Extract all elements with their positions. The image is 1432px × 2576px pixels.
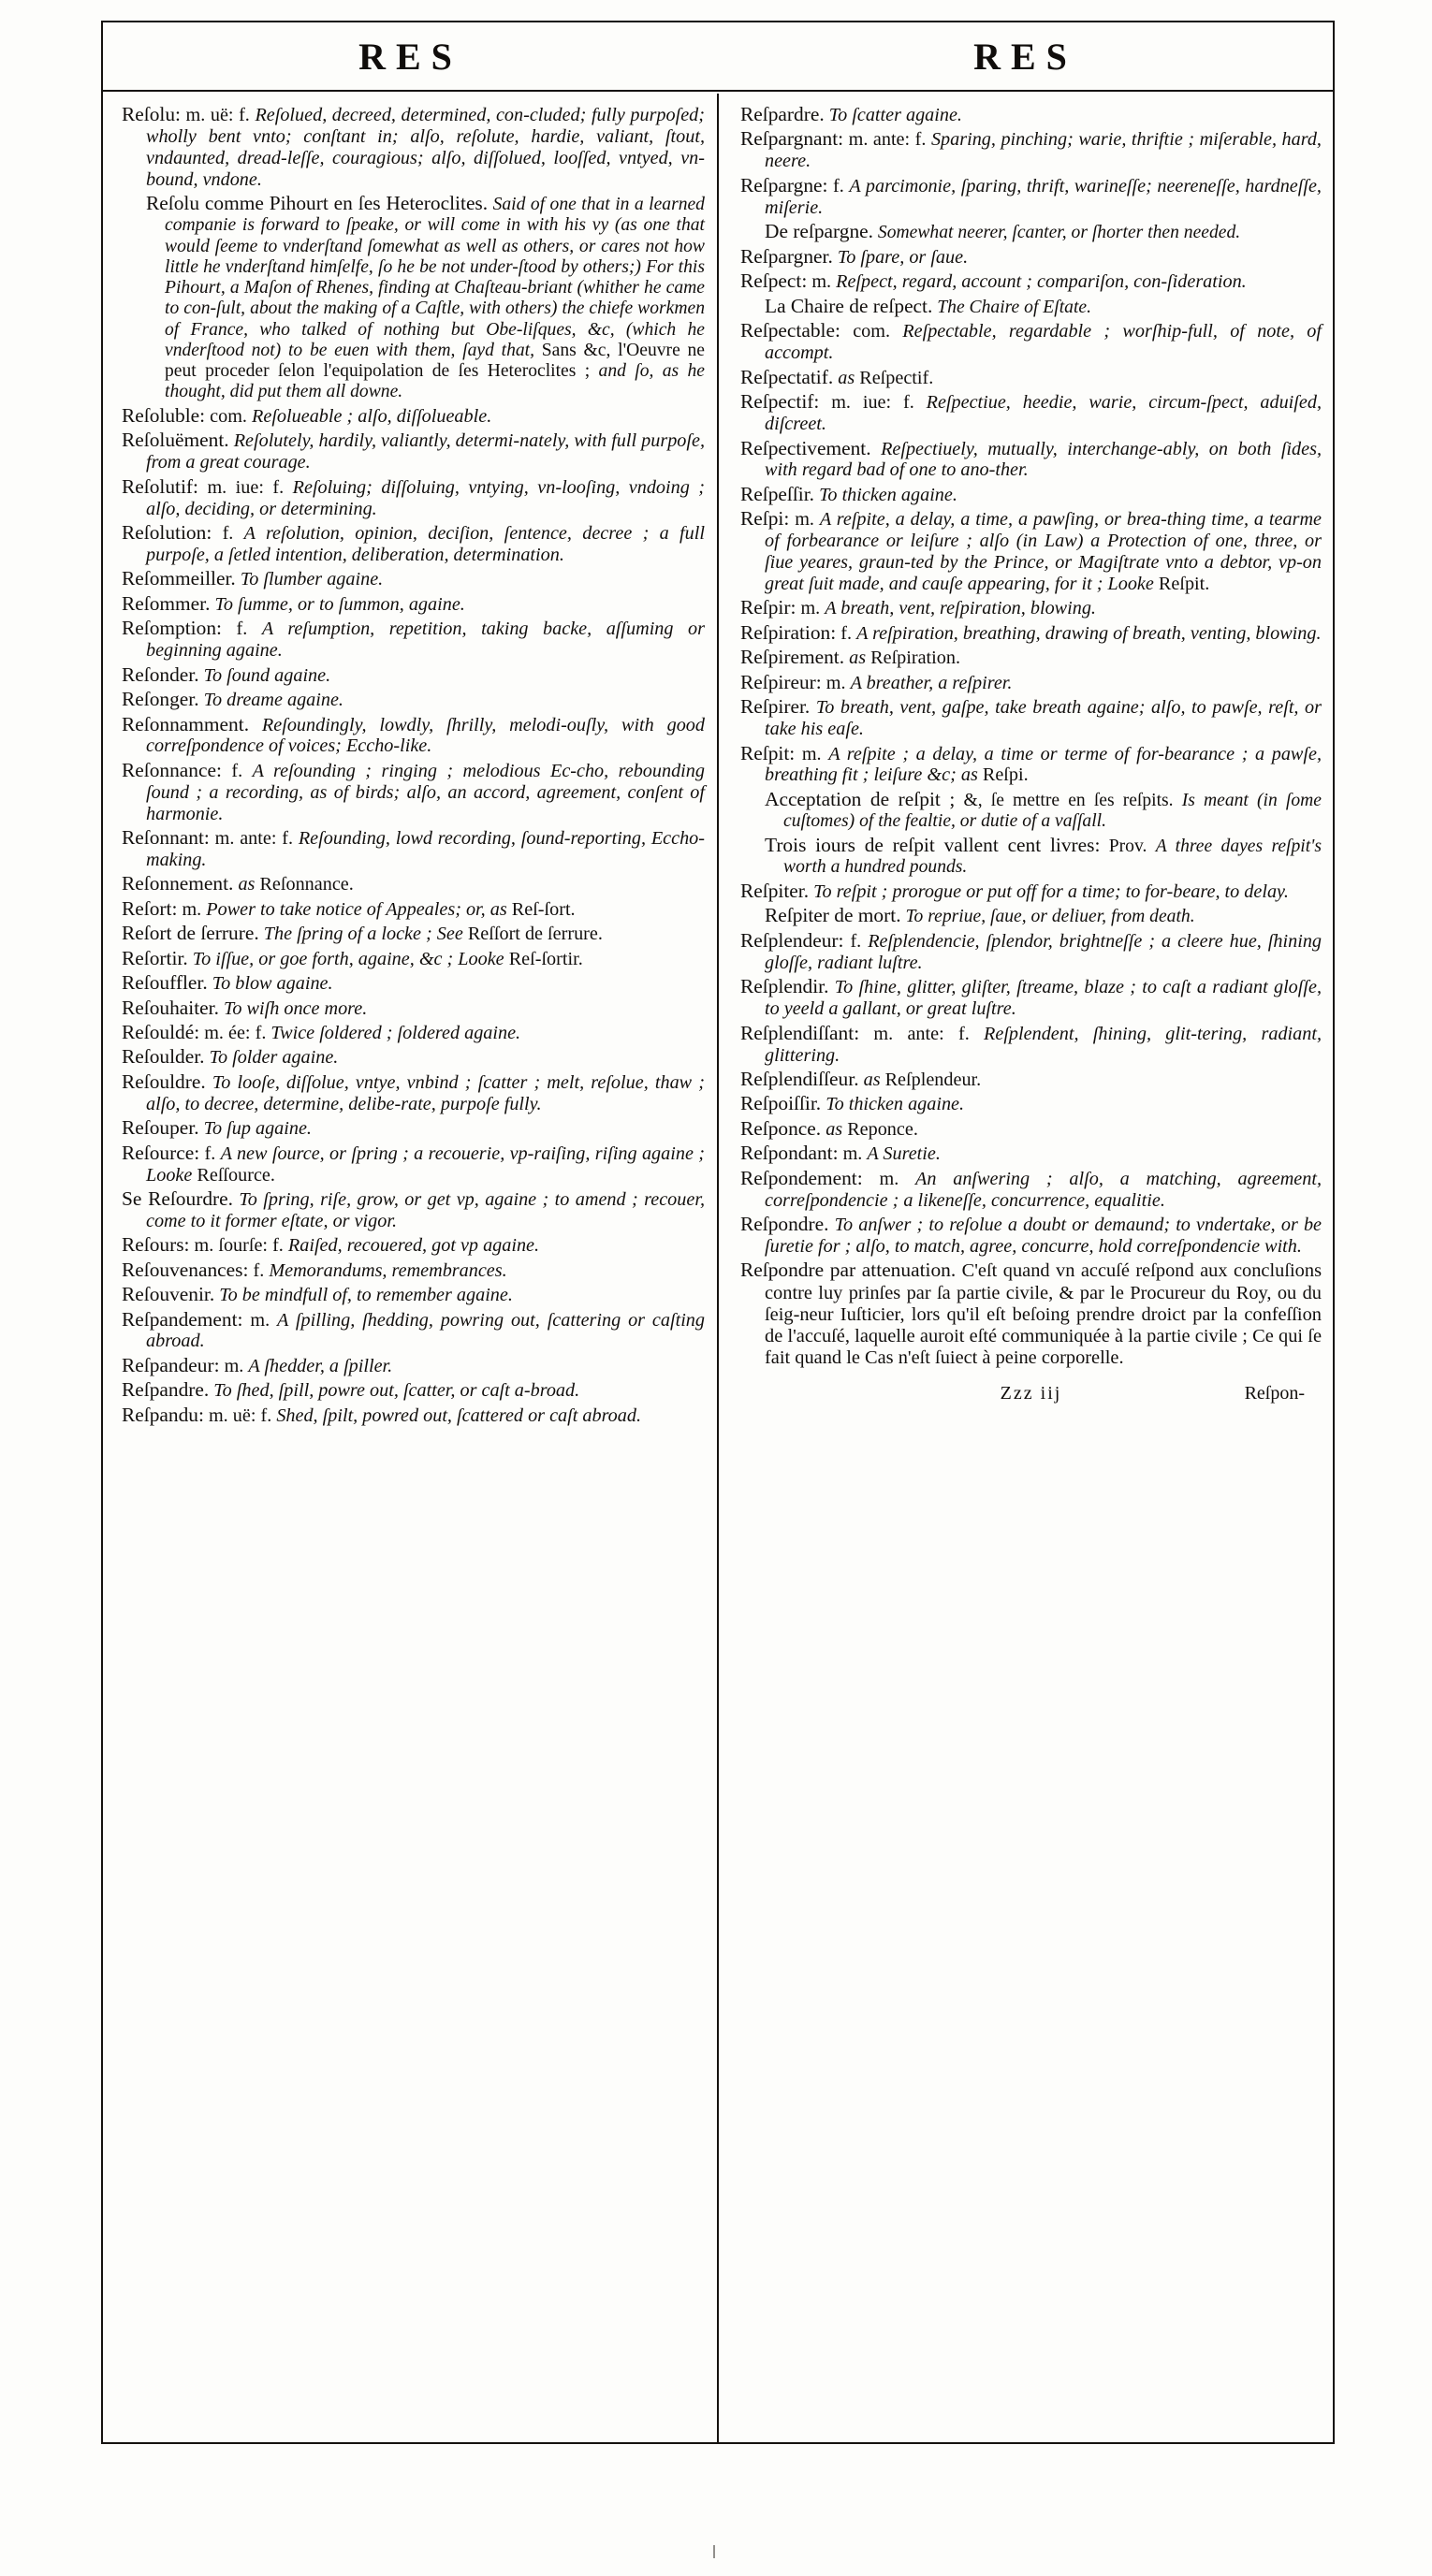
- entry-definition: To thicken againe.: [819, 484, 957, 505]
- entry-definition: com. Reſpectable, regardable ; worſhip-full, of note, of accompt.: [765, 321, 1322, 364]
- entry-headword: Reſpargne:: [740, 173, 828, 196]
- entry-headword: Reſpiter.: [740, 879, 810, 902]
- entry-headword: Reſpondant:: [740, 1142, 839, 1165]
- dictionary-entry: [122, 617, 705, 662]
- dictionary-entry: [122, 1308, 705, 1353]
- entry-headword: Reſortir.: [122, 946, 188, 969]
- entry-definition: m. A ſhedder, a ſpiller.: [219, 1355, 393, 1376]
- entry-definition: m. Power to take notice of Appeales; or, as Reſ-ſort.: [177, 898, 576, 920]
- entry-definition: To ſolder againe.: [209, 1047, 339, 1069]
- entry-headword: Reſplendir.: [740, 975, 829, 998]
- entry-headword: Reſpondre.: [740, 1213, 829, 1236]
- dictionary-entry: [740, 295, 1322, 318]
- entry-definition: To anſwer ; to reſolue a doubt or demaund; to vndertake, or be ſuretie for ; alſo, to match, agree, concurre, hold correſpondencie with.: [765, 1215, 1322, 1257]
- dictionary-entry: [122, 1283, 705, 1306]
- dictionary-entry: [122, 897, 705, 921]
- dictionary-entry: [122, 1259, 705, 1282]
- entry-headword: Reſpiration:: [740, 620, 837, 644]
- entry-headword: Reſplendeur:: [740, 928, 844, 952]
- entry-headword: Reſpandu:: [122, 1403, 204, 1426]
- dictionary-entry: [740, 1142, 1322, 1165]
- dictionary-entry: [740, 975, 1322, 1020]
- dictionary-entry: [122, 997, 705, 1020]
- entry-definition: To repriue, ſaue, or deliuer, from death.: [905, 907, 1195, 927]
- dictionary-entry: [740, 1092, 1322, 1115]
- entry-headword: Reſouvenances:: [122, 1258, 249, 1281]
- entry-definition: To breath, vent, gaſpe, take breath againe; alſo, to pawſe, reſt, or take his eaſe.: [765, 697, 1322, 740]
- dictionary-entry: [740, 1117, 1322, 1141]
- dictionary-entry: [740, 269, 1322, 293]
- entry-definition: Said of one that in a learned companie is forward to ſpeake, or will come in with his vy (as one that would ſeeme to vnderſtand ſomewhat as well as others, or cares not how little he vnderſtand himſelfe, ſo he be not under-ſtood by others;) For this Pihourt, a Maſon of Rhenes, finding at Chaſteau-briant (whither he came to con-ſult, about the making of a Caſtle, with others) the chiefe workmen of France, who talked of nothing but Obe-liſques, &c, (which he vnderſtood not) to be euen with them, ſayd that, Sans &c, l'Oeuvre ne peut proceder ſelon l'equipolation de ſes Heteroclites ; and ſo, as he thought, did put them all downe.: [165, 195, 706, 402]
- entry-headword: Acceptation de reſpit ;: [765, 787, 956, 810]
- entry-definition: m. ante: f. Reſplendent, ſhining, glit-tering, radiant, glittering.: [765, 1023, 1322, 1066]
- entry-definition: m. iue: f. Reſoluing; diſſoluing, vntying, vn-looſing, vndoing ; alſo, deciding, or determining.: [146, 476, 705, 519]
- entry-definition: &, ſe mettre en ſes reſpits. Is meant (in ſome cuſtomes) of the fealtie, or dutie of a vaſſall.: [783, 790, 1322, 832]
- entry-definition: To be mindfull of, to remember againe.: [219, 1285, 513, 1306]
- entry-headword: Reſpandeur:: [122, 1353, 220, 1376]
- entry-definition: To looſe, diſſolue, vntye, vnbind ; ſcatter ; melt, reſolue, thaw ; alſo, to decree, determine, delibe-rate, purpoſe fully.: [146, 1071, 706, 1114]
- dictionary-entry: [122, 713, 705, 758]
- entry-headword: Reſolu comme Pihourt en ſes Heteroclites.: [146, 192, 489, 215]
- entry-headword: Reſponce.: [740, 1116, 822, 1140]
- entry-headword: Reſonnance:: [122, 758, 222, 781]
- entry-headword: Reſpectatif.: [740, 365, 834, 388]
- entry-headword: Reſonnant:: [122, 826, 210, 850]
- dictionary-entry: [740, 390, 1322, 435]
- dictionary-entry: [122, 1233, 705, 1257]
- entry-headword: Reſpardre.: [740, 103, 825, 125]
- dictionary-entry: [740, 220, 1322, 243]
- entry-headword: Reſolution:: [122, 521, 212, 545]
- entry-definition: To ſlumber againe.: [240, 569, 384, 590]
- dictionary-entry: [122, 759, 705, 825]
- dictionary-entry: [122, 947, 705, 970]
- dictionary-entry: [122, 567, 705, 590]
- entry-definition: m. A breath, vent, reſpiration, blowing.: [796, 598, 1096, 619]
- catchword: Reſpon-: [1244, 1383, 1305, 1404]
- entry-headword: Reſort de ſerrure.: [122, 922, 259, 945]
- entry-definition: Reſpectiuely, mutually, interchange-ably, on both ſides, with regard bad of one to ano-ther.: [765, 438, 1322, 481]
- entry-definition: m. uë: f. Reſolued, decreed, determined, con-cluded; fully purpoſed; wholly bent vnto; conſtant in; alſo, reſolute, hardie, valiant, ſtout, vndaunted, dread-leſſe, couragious; alſo, diſſolued, looſſed, vntyed, vn-bound, vndone.: [146, 105, 705, 190]
- entry-definition: To ſound againe.: [203, 664, 331, 686]
- entry-headword: Reſpirement.: [740, 646, 845, 669]
- dictionary-entry: [122, 1070, 705, 1115]
- dictionary-entry: [122, 872, 705, 895]
- dictionary-entry: [740, 742, 1322, 787]
- entry-definition: C'eſt quand vn accuſé reſpond aux concluſions contre luy prinſes par ſa partie civile, & par le Procureur du Roy, ou du ſeig-neur Iuſticier, lors qu'il eſt beſoing prendre droict par la confeſſion de l'accuſé, laquelle auroit eſté communiquée à la partie civile ; Ce qui ſe fait quand le Cas n'eſt ſuiect à peine corporelle.: [765, 1260, 1322, 1369]
- entry-definition: To blow againe.: [212, 973, 333, 995]
- entry-definition: To ſup againe.: [203, 1118, 312, 1140]
- entry-headword: Reſonnamment.: [122, 712, 250, 735]
- dictionary-entry: [740, 621, 1322, 645]
- entry-headword: Reſouldé:: [122, 1021, 200, 1043]
- dictionary-entry: [122, 1354, 705, 1377]
- entry-headword: Reſpondement:: [740, 1166, 863, 1189]
- entry-headword: La Chaire de reſpect.: [765, 294, 933, 317]
- entry-headword: Reſolu:: [122, 103, 181, 125]
- dictionary-entry: [740, 245, 1322, 269]
- entry-definition: The Chaire of Eſtate.: [937, 297, 1091, 317]
- entry-definition: m. A breather, a reſpirer.: [821, 672, 1013, 693]
- entry-definition: f. Reſplendencie, ſplendor, brightneſſe ; a cleere hue, ſhining gloſſe, radiant luſtre.: [765, 930, 1322, 973]
- entry-definition: m. A ſpilling, ſhedding, powring out, ſcattering or caſting abroad.: [146, 1309, 705, 1352]
- dictionary-entry: [740, 695, 1322, 740]
- entry-definition: as Reponce.: [826, 1118, 918, 1140]
- entry-definition: m. A reſpite, a delay, a time, a pawſing, or brea-thing time, a tearme of forbearance or leiſure ; alſo (in Law) a Protection of one, three, or ſiue yeares, graun-ted by the Prince, or Magiſtrate vnto a debtor, vp-on great ſuit made, and cauſe appearing, for it ; Looke Reſpit.: [765, 509, 1322, 595]
- entry-definition: f. A new ſource, or ſpring ; a recouerie, vp-raiſing, riſing againe ; Looke Reſſource.: [146, 1142, 705, 1186]
- entry-definition: To ſhed, ſpill, powre out, ſcatter, or caſt a-broad.: [213, 1380, 580, 1402]
- entry-definition: f. A reſolution, opinion, deciſion, ſentence, decree ; a full purpoſe, a ſetled intention, deliberation, determination.: [146, 523, 705, 566]
- entry-headword: Reſomption:: [122, 617, 222, 640]
- entry-headword: Reſpoiſſir.: [740, 1092, 822, 1115]
- dictionary-entry: [122, 592, 705, 616]
- entry-headword: Reſpandre.: [122, 1378, 210, 1402]
- entry-headword: Reſplendiſſant:: [740, 1021, 860, 1044]
- entry-headword: De reſpargne.: [765, 220, 874, 243]
- entry-headword: Reſpi:: [740, 507, 790, 531]
- dictionary-entry: [740, 596, 1322, 619]
- entry-definition: Reſoundingly, lowdly, ſhrilly, melodi-ouſly, with good correſpondence of voices; Eccho-like.: [146, 714, 705, 757]
- dictionary-entry: [740, 788, 1322, 832]
- running-head-right-text: RES: [973, 35, 1077, 78]
- dictionary-entry: [122, 922, 705, 945]
- entry-headword: Se Reſourdre.: [122, 1186, 233, 1210]
- dictionary-entry: [740, 929, 1322, 974]
- dictionary-entry: [122, 971, 705, 995]
- text-columns: [103, 94, 1333, 2442]
- dictionary-entry: [740, 671, 1322, 694]
- entry-headword: Reſoulder.: [122, 1045, 205, 1069]
- entry-definition: Prov. A three dayes reſpit's worth a hundred pounds.: [783, 836, 1322, 878]
- entry-definition: as Reſpiration.: [849, 648, 961, 669]
- dictionary-entry: [740, 1068, 1322, 1091]
- entry-definition: m. A reſpite ; a delay, a time or terme of for-bearance ; a pawſe, breathing fit ; leiſure &c; as Reſpi.: [765, 743, 1322, 786]
- entry-headword: Reſpirer.: [740, 695, 811, 719]
- dictionary-entry: [740, 880, 1322, 903]
- entry-headword: Reſpeſſir.: [740, 482, 815, 505]
- entry-definition: as Reſpectif.: [838, 367, 934, 388]
- entry-headword: Reſommer.: [122, 591, 211, 615]
- entry-headword: Reſpit:: [740, 741, 796, 764]
- entry-headword: Reſommeiller.: [122, 567, 236, 590]
- entry-definition: To dreame againe.: [203, 690, 343, 711]
- signature-mark: Zzz iij: [1000, 1383, 1062, 1404]
- entry-headword: Reſours:: [122, 1233, 190, 1257]
- entry-definition: To ſpring, riſe, grow, or get vp, againe ; to amend ; recouer, come to it former eſtate, or vigor.: [146, 1188, 705, 1231]
- entry-definition: f. Memorandums, remembrances.: [248, 1259, 507, 1281]
- dictionary-entry: [740, 366, 1322, 389]
- entry-definition: To ſumme, or to ſummon, againe.: [214, 593, 465, 615]
- dictionary-entry: [740, 319, 1322, 364]
- entry-definition: as Reſplendeur.: [863, 1069, 982, 1090]
- entry-headword: Reſpargner.: [740, 244, 833, 268]
- dictionary-entry: [122, 1142, 705, 1186]
- entry-definition: m. ante: f. Reſounding, lowd recording, ſound-reporting, Eccho-making.: [146, 828, 705, 871]
- entry-headword: Reſpandement:: [122, 1307, 243, 1331]
- dictionary-entry: [122, 1187, 705, 1232]
- dictionary-entry: [122, 1116, 705, 1140]
- entry-definition: To ſcatter againe.: [828, 105, 962, 125]
- running-head-left: [103, 22, 718, 90]
- dictionary-entry: [740, 1167, 1322, 1212]
- entry-definition: com. Reſolueable ; alſo, diſſolueable.: [205, 406, 492, 428]
- entry-definition: m. ée: f. Twice ſoldered ; ſoldered againe.: [199, 1023, 521, 1043]
- dictionary-entry: [740, 437, 1322, 482]
- dictionary-entry: [122, 475, 705, 520]
- entry-definition: To iſſue, or goe forth, againe, &c ; Looke Reſ-ſortir.: [192, 948, 583, 969]
- dictionary-entry: [740, 174, 1322, 219]
- entry-definition: m. ſourſe: f. Raiſed, recouered, got vp againe.: [189, 1235, 540, 1257]
- entry-headword: Reſouldre.: [122, 1070, 206, 1093]
- entry-headword: Reſpect:: [740, 269, 808, 293]
- entry-definition: m. An anſwering ; alſo, a matching, agreement, correſpondencie ; a likeneſſe, concurrence, equalitie.: [765, 1168, 1322, 1211]
- entry-definition: m. ante: f. Sparing, pinching; warie, thriftie ; miſerable, hard, neere.: [765, 129, 1322, 172]
- entry-headword: Reſouvenir.: [122, 1283, 215, 1306]
- entry-headword: Trois iours de reſpit vallent cent livres:: [765, 833, 1101, 856]
- entry-headword: Reſolutif:: [122, 474, 198, 498]
- entry-definition: To thicken againe.: [826, 1094, 965, 1115]
- dictionary-entry: [740, 483, 1322, 506]
- dictionary-entry: [740, 127, 1322, 172]
- column-right-tail: [740, 1371, 1322, 1408]
- entry-headword: Reſouhaiter.: [122, 996, 219, 1019]
- entry-headword: Reſonnement.: [122, 872, 234, 895]
- dictionary-entry: [740, 904, 1322, 927]
- dictionary-entry: [122, 1404, 705, 1427]
- entry-definition: To ſpare, or ſaue.: [837, 246, 969, 268]
- dictionary-entry: [740, 1259, 1322, 1369]
- dictionary-entry: [740, 103, 1322, 126]
- dictionary-entry: [740, 646, 1322, 669]
- entry-definition: m. A Suretie.: [838, 1143, 941, 1165]
- running-head-left-text: RES: [358, 35, 462, 78]
- entry-definition: m. iue: f. Reſpectiue, heedie, warie, circum-ſpect, aduiſed, diſcreet.: [765, 392, 1322, 435]
- dictionary-entry: [122, 1378, 705, 1402]
- entry-definition: The ſpring of a locke ; See Reſſort de ſerrure.: [263, 924, 603, 945]
- dictionary-entry: [122, 826, 705, 871]
- entry-headword: Reſpectivement.: [740, 436, 871, 459]
- running-head: [103, 22, 1333, 92]
- entry-definition: To ſhine, glitter, gliſter, ſtreame, blaze ; to caſt a radiant gloſſe, to yeeld a gallant, or great luſtre.: [765, 977, 1322, 1020]
- entry-headword: Reſort:: [122, 896, 178, 920]
- entry-definition: m. Reſpect, regard, account ; compariſon, con-ſideration.: [807, 271, 1247, 293]
- entry-headword: Reſonder.: [122, 662, 199, 686]
- entry-headword: Reſpireur:: [740, 670, 822, 693]
- entry-definition: f. A reſounding ; ringing ; melodious Ec-cho, rebounding ſound ; a recording, as of birds; alſo, an accord, agreement, conſent of harmonie.: [146, 760, 705, 824]
- entry-headword: Reſpargnant:: [740, 127, 844, 151]
- dictionary-entry: [122, 103, 705, 191]
- dictionary-entry: [122, 663, 705, 687]
- entry-definition: To wiſh once more.: [224, 997, 368, 1019]
- dictionary-entry: [122, 1045, 705, 1069]
- entry-headword: Reſonger.: [122, 688, 199, 711]
- dictionary-entry: [122, 192, 705, 402]
- entry-definition: f. A parcimonie, ſparing, thrift, warineſſe; neereneſſe, hardneſſe, miſerie.: [765, 175, 1322, 218]
- entry-definition: To reſpit ; prorogue or put off for a time; to for-beare, to delay.: [813, 880, 1289, 902]
- dictionary-entry: [740, 507, 1322, 595]
- dictionary-entry: [122, 688, 705, 711]
- entry-headword: Reſouper.: [122, 1116, 199, 1140]
- plate-tick-mark: [713, 2545, 715, 2558]
- dictionary-entry: [122, 1021, 705, 1044]
- entry-headword: Reſoluëment.: [122, 429, 229, 452]
- entry-definition: as Reſonnance.: [238, 874, 354, 895]
- dictionary-entry: [122, 404, 705, 428]
- column-right: [718, 94, 1333, 2442]
- entry-headword: Reſplendiſſeur.: [740, 1067, 859, 1090]
- running-head-right: [718, 22, 1333, 90]
- dictionary-entry: [740, 834, 1322, 878]
- entry-headword: Reſpectif:: [740, 390, 820, 414]
- entry-headword: Reſpondre par attenuation.: [740, 1259, 957, 1282]
- entry-headword: Reſouffler.: [122, 971, 208, 995]
- entry-definition: f. A reſpiration, breathing, drawing of breath, venting, blowing.: [836, 622, 1322, 644]
- entry-definition: f. A reſumption, repetition, taking backe, aſſuming or beginning againe.: [146, 619, 705, 662]
- entry-headword: Reſoluble:: [122, 404, 206, 428]
- column-left: [103, 94, 718, 2442]
- dictionary-entry: [122, 521, 705, 566]
- entry-headword: Reſource:: [122, 1141, 200, 1164]
- dictionary-entry: [122, 429, 705, 473]
- entry-definition: Somewhat neerer, ſcanter, or ſhorter then needed.: [877, 223, 1241, 243]
- dictionary-entry: [740, 1022, 1322, 1067]
- entry-definition: Reſolutely, hardily, valiantly, determi-nately, with full purpoſe, from a great courage.: [146, 430, 706, 473]
- entry-headword: Reſpiter de mort.: [765, 904, 901, 927]
- entry-definition: m. uë: f. Shed, ſpilt, powred out, ſcattered or caſt abroad.: [203, 1404, 642, 1426]
- entry-headword: Reſpir:: [740, 596, 796, 619]
- entry-headword: Reſpectable:: [740, 319, 840, 342]
- dictionary-entry: [740, 1213, 1322, 1258]
